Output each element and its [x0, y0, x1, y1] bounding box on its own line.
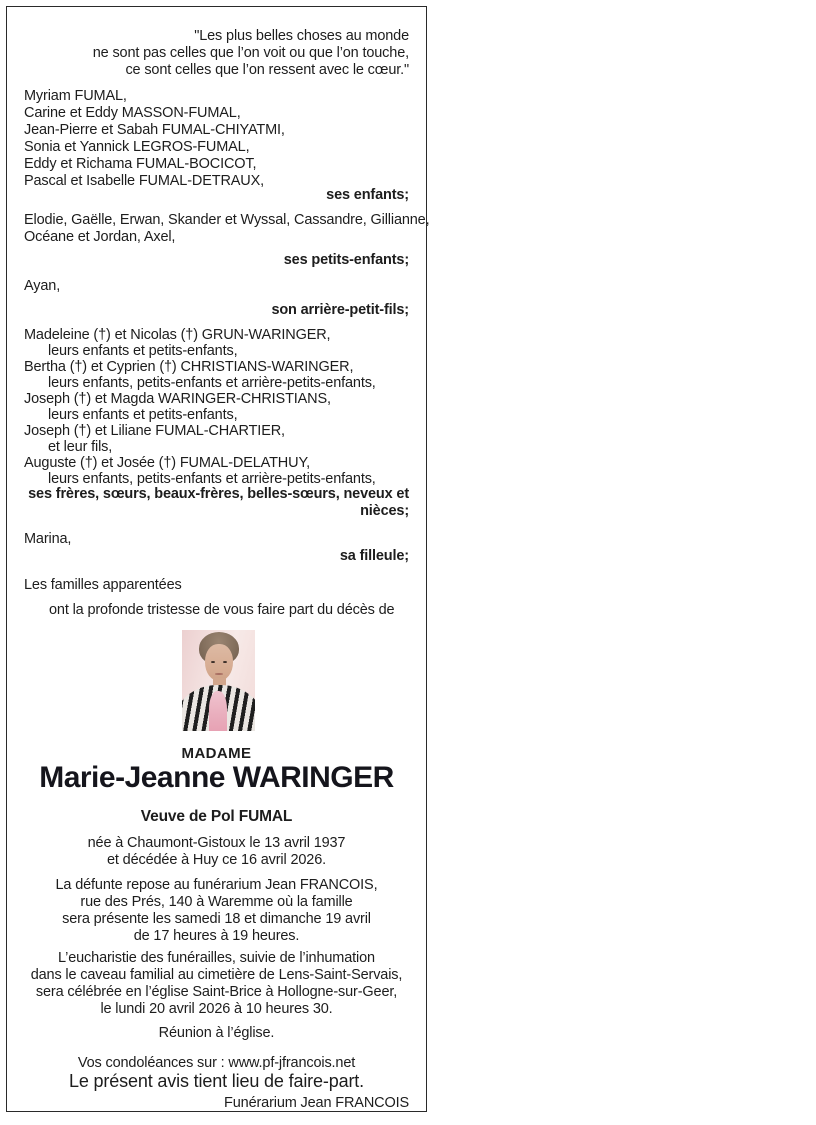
descendants-line: leurs enfants et petits-enfants,: [48, 343, 238, 359]
deceased-name: Marie-Jeanne WARINGER: [39, 761, 394, 794]
siblings-names: [7, 327, 426, 487]
portrait-mouth: [215, 673, 223, 675]
portrait-eye: [211, 661, 215, 663]
meeting-line: Réunion à l’église.: [158, 1025, 275, 1041]
portrait-face: [205, 644, 233, 681]
grandchildren-names: [7, 212, 430, 246]
death-notice-card: [6, 6, 430, 1112]
death-line: et décédée à Huy ce 16 avril 2026.: [107, 852, 326, 868]
family-member-line: Joseph (†) et Liliane FUMAL-CHARTIER,: [24, 423, 285, 439]
announcement-line: ont la profonde tristesse de vous faire part du décès de: [49, 602, 395, 618]
family-member-line: Myriam FUMAL,: [24, 88, 127, 104]
goddaughter-name: Marina,: [24, 531, 72, 547]
deceased-portrait-photo: [182, 630, 255, 731]
funeral-home-signature: Funérarium Jean FRANCOIS: [224, 1095, 409, 1111]
siblings-relation-label: [7, 486, 426, 520]
ceremony-line: dans le caveau familial au cimetière de Lens-Saint-Servais,: [30, 967, 403, 983]
ceremony-line: sera célébrée en l’église Saint-Brice à Hollogne-sur-Geer,: [35, 984, 398, 1000]
family-member-line: Sonia et Yannick LEGROS-FUMAL,: [24, 139, 250, 155]
siblings-relation-line: ses frères, sœurs, beaux-frères, belles-sœurs, neveux et: [28, 486, 409, 502]
goddaughter-relation-label: sa filleule;: [339, 548, 409, 564]
descendants-line: et leur fils,: [48, 439, 113, 455]
quote-line: "Les plus belles choses au monde: [194, 28, 409, 44]
grandchildren-relation-label: ses petits-enfants;: [283, 252, 409, 268]
descendants-line: leurs enfants et petits-enfants,: [48, 407, 238, 423]
family-member-line: Bertha (†) et Cyprien (†) CHRISTIANS-WARINGER,: [24, 359, 354, 375]
repose-line: sera présente les samedi 18 et dimanche 19 avril: [62, 911, 371, 927]
family-member-line: Madeleine (†) et Nicolas (†) GRUN-WARINGER,: [24, 327, 331, 343]
children-names: [7, 88, 426, 190]
repose-line: La défunte repose au funérarium Jean FRANCOIS,: [55, 877, 378, 893]
family-member-line: Eddy et Richama FUMAL-BOCICOT,: [24, 156, 257, 172]
descendants-line: leurs enfants, petits-enfants et arrière-petits-enfants,: [48, 375, 376, 391]
portrait-eye: [223, 661, 227, 663]
condolences-line: Vos condoléances sur : www.pf-jfrancois.net: [77, 1055, 356, 1071]
repose-line: de 17 heures à 19 heures.: [133, 928, 300, 944]
ceremony-line: le lundi 20 avril 2026 à 10 heures 30.: [100, 1001, 333, 1017]
repose-line: rue des Prés, 140 à Waremme où la famille: [80, 894, 353, 910]
opening-quote: [7, 28, 426, 79]
portrait-pink-scarf: [209, 691, 227, 731]
ceremony-line: L’eucharistie des funérailles, suivie de l’inhumation: [58, 950, 375, 966]
siblings-relation-line: nièces;: [360, 503, 409, 519]
children-relation-label: ses enfants;: [326, 187, 409, 203]
quote-line: ce sont celles que l’on ressent avec le cœur.": [125, 62, 409, 78]
birth-line: née à Chaumont-Gistoux le 13 avril 1937: [87, 835, 346, 851]
family-member-line: Jean-Pierre et Sabah FUMAL-CHIYATMI,: [24, 122, 285, 138]
related-families-line: Les familles apparentées: [24, 577, 182, 593]
great-grandson-relation-label: son arrière-petit-fils;: [271, 302, 409, 318]
family-member-line: Pascal et Isabelle FUMAL-DETRAUX,: [24, 173, 265, 189]
family-member-line: Océane et Jordan, Axel,: [24, 229, 176, 245]
widow-subtitle: Veuve de Pol FUMAL: [140, 808, 293, 825]
ceremony-block: [7, 950, 426, 1018]
great-grandson-name: Ayan,: [24, 278, 61, 294]
family-member-line: Joseph (†) et Magda WARINGER-CHRISTIANS,: [24, 391, 331, 407]
quote-line: ne sont pas celles que l’on voit ou que l’on touche,: [92, 45, 409, 61]
honorific-title: MADAME: [181, 745, 252, 762]
birth-death-block: [7, 835, 426, 869]
family-member-line: Auguste (†) et Josée (†) FUMAL-DELATHUY,: [24, 455, 310, 471]
repose-block: [7, 877, 426, 945]
faire-part-notice-line: Le présent avis tient lieu de faire-part.: [68, 1071, 365, 1091]
family-member-line: Carine et Eddy MASSON-FUMAL,: [24, 105, 241, 121]
descendants-line: leurs enfants, petits-enfants et arrière-petits-enfants,: [48, 471, 376, 487]
family-member-line: Elodie, Gaëlle, Erwan, Skander et Wyssal, Cassandre, Gillianne,: [24, 212, 430, 228]
